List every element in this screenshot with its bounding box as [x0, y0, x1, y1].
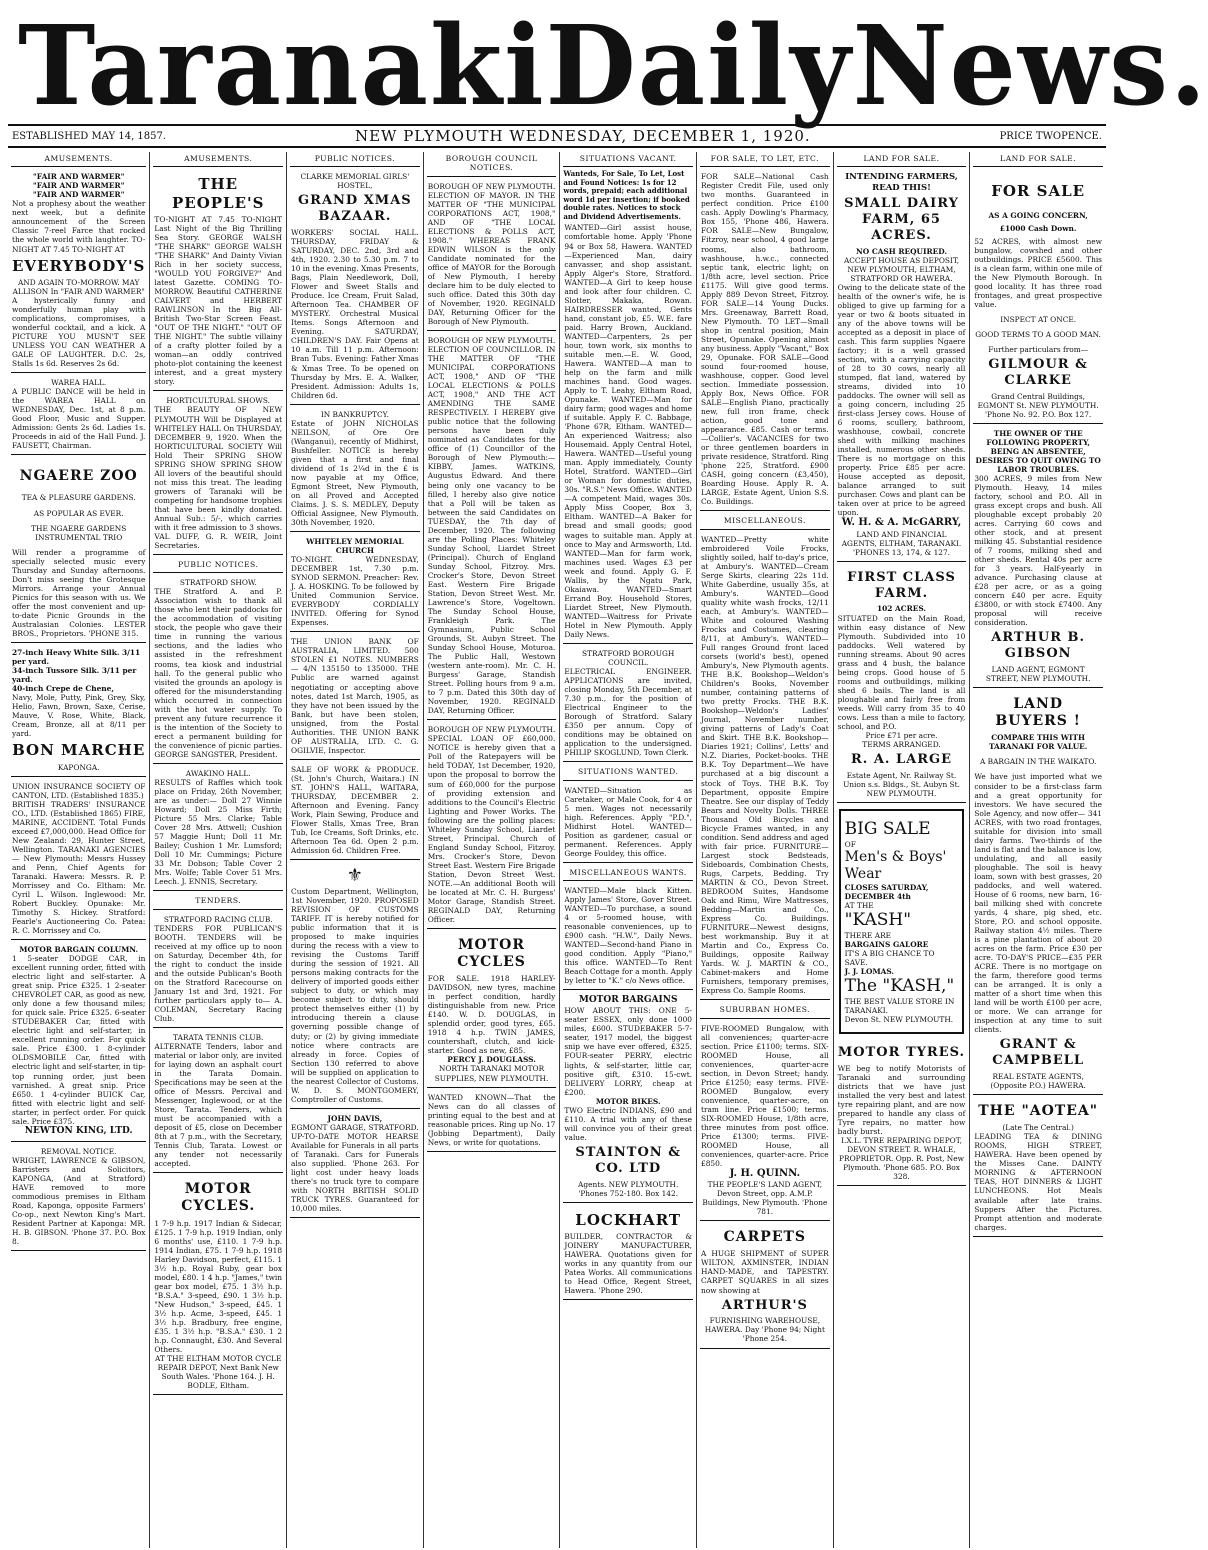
- ad-subtitle: BARGAINS GALORE: [844, 939, 929, 949]
- ad-subtitle: GOOD TERMS TO A GOOD MAN.: [975, 329, 1102, 339]
- ad-line: THE BEST VALUE STORE IN TARANAKI.: [844, 996, 955, 1015]
- ad-subtitle: REAL ESTATE AGENTS, (Opposite P.O.) HAWERA.: [990, 1072, 1086, 1091]
- ad-body: WORKERS' SOCIAL HALL. THURSDAY, FRIDAY & SATURDAY, DEC. 2nd, 3rd and 4th, 1920. 2.30 to 5.30 p.m. 7 to 10 in the evening. Xmas Presents, Bags, Plain Needlework, Doll, Flower and Sweet Stalls and Produce. Ice Cream, Fruit Salad, Afternoon Tea. CHAMBER OF MYSTERY. Orchestral Musical Items. Songs Afternoon and Evening. SATURDAY, CHILDREN'S DAY. Fair Opens at 10 a.m. Till 11 p.m. Afternoon: Bran Tubs. Evening: Father Xmas & Xmas Tree. To be opened on Thursday by Mrs. E. A. Walker, President. Admission: Adults 1s, Children 6d.: [291, 228, 419, 400]
- ad-body: Custom Department, Wellington, 1st November, 1920. PROPOSED REVISION OF CUSTOMS TARIFF. IT is hereby notified for public information that it is proposed to make inquiries during the recess with a view to revising the Customs Tariff during the session of 1921. All persons making contracts for the delivery of imported goods either subject to duty, or which may become subject to duty, should protect themselves either (1) by introducing therein a clause governing possible change of duty; or (2) by giving immediate notice where contracts are already in force. Copies of Section 130 referred to above will be supplied on application to the nearest Collector of Customs. W. D. S. MONTGOMERY, Comptroller of Customs.: [291, 887, 419, 1104]
- ad-body: TWO Electric INDIANS, £90 and £110. A trial with any of these will convince you of their great value.: [564, 1105, 693, 1142]
- section-heading: PUBLIC NOTICES.: [290, 152, 420, 167]
- ad-body: SITUATED on the Main Road, within easy distance of New Plymouth. Subdivided into 10 paddocks. Well watered by running streams. About 90 acres grass and 4 bush, the balance being crops. Good house of 5 rooms and outbuildings, milking shed 6 bails. The land is all ploughable and fairly free from weeds. Will carry from 35 to 40 cows. Less than a mile to factory, school, and P.O.: [837, 613, 966, 731]
- section-heading: PUBLIC NOTICES.: [153, 558, 283, 573]
- ad-heading: AWAKINO HALL.: [185, 768, 251, 778]
- ad-title: MOTOR CYCLES.: [181, 1181, 256, 1215]
- ad-title: LAND BUYERS !: [995, 696, 1081, 730]
- section-heading: FOR SALE, TO LET, ETC.: [700, 152, 830, 167]
- motor-bargain-ad: [11, 943, 146, 1142]
- motor-cycles-ad: [427, 932, 557, 1088]
- ad-body: We have just imported what we consider to be a first-class farm and a great opportunity for investors. We have secured the Sole Agency, and now offer— 341 ACRES, with two road frontages, suitable for division into small dairy farms. Two-thirds of the land is flat and the balance is low, undulating, and all easily ploughable. The soil is heavy loam, sown with best grasses, 20 paddocks, and well watered. House of 6 rooms, new barn, 16-bail milking shed with concrete yards, 4 share, pig shed, etc. Store, P.O. and school opposite. Railway station 4½ miles. There is a pine plantation of about 20 acres on the farm. Price £30 per acre. TO-DAY'S PRICE—£35 PER ACRE. There is no mortgage on the farm, therefore good terms can be arranged. It is only a matter of a short time when this land will be worth £100 per acre, or more. We can arrange for inspection at any time to suit clients.: [974, 772, 1102, 1035]
- section-heading: AMUSEMENTS.: [11, 152, 146, 167]
- lockhart-ad: [563, 1206, 693, 1301]
- awakino-hall-ad: [153, 767, 283, 891]
- ad-signature: ARTHUR'S: [721, 1297, 808, 1313]
- wanted-known-ad: [427, 1091, 557, 1152]
- bazaar-ad: [290, 170, 420, 404]
- absentee-property-ad: [973, 427, 1103, 688]
- ad-body: BRITISH TRADERS' INSURANCE CO., LTD. (Established 1865) FIRE, MARINE, ACCIDENT. Total Funds exceed £7,000,000. Head Office for New Zealand: 29, Hunter Street, Wellington. TARANAKI AGENCIES— New Plymouth: Messrs Hussey and Penn, Chief Agents for Taranaki. Hawera: Messrs. R. P. Morrissey and Co. Eltham: Mr. Cyril L. Wilson. Inglewood: Mr. Robert Buckley. Opunake: Mr. Timothy S. Hickey. Stratford: Fearle's Auctioneering Co. Patea: R. C. Morrissey and Co.: [12, 799, 146, 936]
- ad-body: ELECTRICAL ENGINEER. APPLICATIONS are invited, closing Monday, 5th December, at 7.30 p.m., for the position of Electrical Engineer to the Borough of Stratford. Salary £350 per annum. Copy of conditions may be obtained on application to the undersigned. PHILIP SKOGLUND, Town Clerk.: [564, 666, 693, 758]
- section-heading: AMUSEMENTS.: [153, 152, 283, 167]
- tennis-club-ad: [153, 1031, 283, 1173]
- column-7: [834, 152, 971, 1548]
- ad-body: A hysterically funny and wonderfully human play with complications, compromises, a wonderful cocktail, and a kick. A PICTURE YOU MUSN'T SEE UNLESS YOU CAN WEATHER A GALE OF LAUGHTER. D.C. 2s, Stalls 1s 6d. Reserves 2s 6d.: [12, 295, 146, 369]
- section-heading: TENDERS.: [153, 894, 283, 909]
- customs-ad: [290, 863, 420, 1109]
- ad-body: RESULTS of Raffles which took place on Friday, 26th November, are as under:— Doll 27 Winnie Howard; Doll 25 Miss Firth; Picture 55 Mrs. Clarke; Table Cover 28 Mrs. Attwell; Cushion 57 Maggie Hunt; Doll 11 Mr. Bailey; Cushion 1 Mr. Lumsford; Doll 10 Mr. Cummings; Picture 33 Mr. Dobson; Table Cover 2 Mrs. Wolfe; Table Cover 51 Mrs. Leech. J. ENNIS, Secretary.: [154, 777, 283, 887]
- ad-body: TO-NIGHT AT 7.45 TO-NIGHT Last Night of the Big Thrilling Sea Story. GEORGE WALSH "THE SHARK" GEORGE WALSH "THE SHARK" And Dainty Vivian Rich in her society success, "WOULD YOU FORGIVE?" And latest Gazette. COMING TO-MORROW. Beautiful CATHERINE CALVERT and HERBERT RAWLINSON In the Big All-British Two-Star Screen Feast. "OUT OF THE NIGHT." "OUT OF THE NIGHT." The subtle villainy of a crafty plotter foiled by a woman—an oddly contrived photo-plot containing the keenest interest, and a great mystery story.: [154, 214, 283, 387]
- column-4: [424, 152, 561, 1548]
- ad-body: TENDERS FOR PUBLICAN'S BOOTH. TENDERS will be received at my office up to noon on Saturday, December 4th, for the right to conduct the inside and the outside Publican's Booth on the Stratford Racecourse on January 1st and 3rd, 1921. For further particulars apply to— A. COLEMAN, Secretary Racing Club.: [154, 923, 283, 1023]
- ad-subtitle: TEA & PLEASURE GARDENS.: [21, 493, 136, 503]
- ad-title: NGAERE ZOO: [19, 468, 138, 485]
- section-heading: SUBURBAN HOMES.: [700, 1003, 830, 1018]
- ad-line: AT THE: [844, 900, 874, 910]
- ad-heading: STRATFORD BOROUGH COUNCIL.: [582, 648, 675, 667]
- motor-tyres-ad: [837, 1040, 967, 1186]
- ad-body: HOW ABOUT THIS: ONE 5-seater ESSEX, only done 1000 miles, £600. STUDEBAKER 5-7-seater, 1917 model, the biggest snip we have ever offered, £325. FOUR-seater PERRY, electric lights, & self-starter, little car, positive gift, £310. 15-cwt. DELIVERY LORRY, cheap at £200.: [564, 1006, 693, 1097]
- ad-heading: WHITELEY MEMORIAL CHURCH: [306, 537, 404, 556]
- section-heading: SITUATIONS WANTED.: [563, 765, 693, 780]
- miscellaneous-wants-list: [563, 884, 693, 990]
- section-heading: SITUATIONS VACANT.: [563, 152, 693, 167]
- ad-title: BON MARCHE: [12, 741, 146, 760]
- ad-title: MOTOR CYCLES: [457, 937, 526, 971]
- ad-heading: INTENDING FARMERS, READ THIS!: [845, 172, 958, 193]
- ad-line: 27-inch Heavy White Silk. 3/11 per yard.: [12, 647, 141, 666]
- section-heading: BOROUGH COUNCIL NOTICES.: [427, 152, 557, 177]
- ad-body: 1 7-9 h.p. 1917 Indian & Sidecar, £125. 1 7-9 h.p. 1919 Indian, only 6 months' use, £110. 1 7-9 h.p. 1914 Indian, £75. 1 7-9 h.p. 1918 Harley Davidson, perfect, £115. 1 3½ h.p. Royal Ruby, gear box model, £80. 1 4 h.p. "James," twin gear box model, £75. 1 3½ h.p. "B.S.A." 3-speed, £90. 1 3½ h.p. "New Hudson," 3-speed, £45. 1 3½ h.p. Acme, 3-speed, £45. 1 3½ h.p. Bradbury, free engine, £35. 1 3½ h.p. "B.S.A." £30. 1 2 h.p. Connaught, £30. And Several Others.: [154, 1218, 283, 1354]
- ad-body: WE beg to notify Motorists of Taranaki and surrounding districts that we have just installed the very best and latest tyre repairing plant, and are now prepared to handle any class of Tyre repairs, no matter how badly burst.: [837, 1063, 966, 1136]
- ad-title: MOTOR TYRES.: [837, 1044, 966, 1060]
- ad-subtitle: ACCEPT HOUSE AS DEPOSIT, NEW PLYMOUTH, ELTHAM, STRATFORD OR HAWERA.: [843, 255, 960, 283]
- ad-signature: J. H. QUINN.: [729, 1168, 801, 1179]
- removal-notice-ad: [11, 1145, 146, 1251]
- ad-signature: R. A. LARGE: [850, 751, 953, 767]
- ad-title: GRAND XMAS BAZAAR.: [298, 193, 412, 225]
- masthead-title-right: News.: [852, 0, 1208, 131]
- ad-heading: MOTOR BARGAINS: [578, 995, 678, 1006]
- ad-body: Estate of JOHN NICHOLAS NEILSON, of Ore Ore (Wanganui), recently of Midhirst, Bushfeller. NOTICE is hereby given that a first and final dividend of 1s 2¼d in the £ is now payable at my Office, Egmont Street, New Plymouth, on all Proved and Accepted Claims. J. S. S. MEDLEY, Deputy Official Assignee, New Plymouth. 30th November, 1920.: [291, 418, 419, 527]
- electrical-engineer-ad: [563, 647, 693, 762]
- column-2: [150, 152, 287, 1548]
- ad-body: SALE OF WORK & PRODUCE. (St. John's Church, Waitara.) IN ST. JOHN'S HALL, WAITARA, THURSDAY, DECEMBER 2. Afternoon and Evening. Fancy Work, Plain Sewing, Produce and Flower Stalls, Xmas Tree, Bran Tub, Ice Creams, Soft Drinks, etc. Afternoon Tea 6d. Open 2 p.m. Admission 6d. Children Free.: [291, 764, 419, 856]
- ad-subtitle: CLOSES SATURDAY, DECEMBER 4th: [844, 882, 929, 901]
- section-heading: LAND FOR SALE.: [837, 152, 967, 167]
- column-6: [697, 152, 834, 1548]
- ad-subtitle: NO CASH REQUIRED.: [856, 246, 947, 256]
- ad-subtitle: (Late The Central.): [1002, 1123, 1074, 1133]
- ngaere-zoo-ad: [11, 458, 146, 643]
- going-concern-ad: [973, 170, 1103, 424]
- ad-subtitle: £1000 Cash Down.: [999, 223, 1077, 233]
- ad-body: Owing to the delicate state of the health of the owner's wife, he is obliged to give up farming for a year or two & boots situated in any of the above towns will be accepted as a deposit in place of cash. This farm supplies Ngaere factory; it is a well grassed section, with a carrying capacity of 28 to 30 cows, nearly all stumped, flat land, watered by streams, divided into 10 paddocks. The owner will sell as a going concern, including 25 first-class Jersey cows. House of 6 rooms, scullery, bathroom, washhouse, cowbail, concrete shed with milking machines installed, numerous other sheds. There is no mortgage on this property. Price £85 per acre. House accepted as deposit, balance arranged to suit purchaser. Cows and plant can be taken over at price to be agreed upon.: [837, 282, 966, 518]
- ad-body: FOR SALE—National Cash Register Credit File, used only two months. Guaranteed in perfect condition. Price £100 cash. Apply Dowling's Pharmacy, Box 155, 'Phone 486, Hawera. FOR SALE—New Bungalow, Fitzroy, near school, 4 good large rooms, also bathroom, washhouse, h.w.c., connected septic tank, electric light; on 1/8th acre, level section. Price £1175. Will give good terms. Apply 889 Devon Street, Fitzroy. FOR SALE—14 Young Ducks. Mrs. Greenaway, Barrett Road, New Plymouth. TO LET—Small shop in central position, Main Street, Opunake. Opening almost any business. Apply "Vacant," Box 29, Opunake. FOR SALE—Good sound four-roomed house, washhouse, copper. Good level section. Immediate possession. Apply Box, News Office. FOR SALE—English Piano, practically new, full iron frame, check action, good tone and appearance. £85. Cash or terms.—Collier's. VACANCIES for two or three gentlemen boarders in private residence, Stratford. Ring 'phone 225, Stratford. £900 CASH, going concern (£3,450), Boarding House. Apply R. A. LARGE, Estate Agent, Union S.S. Co. Buildings.: [701, 172, 829, 507]
- ad-heading: CLARKE MEMORIAL GIRLS' HOSTEL,: [300, 172, 410, 191]
- ad-heading: MOTOR BIKES.: [595, 1096, 661, 1106]
- ad-title: BIG SALE: [844, 818, 931, 839]
- ad-signature: NEWTON KING, LTD.: [24, 1125, 133, 1136]
- ad-body: UNION INSURANCE SOCIETY OF CANTON, LTD. (Established 1835.): [12, 781, 146, 800]
- ad-signature: GILMOUR & CLARKE: [988, 356, 1088, 388]
- insurance-ad: [11, 780, 146, 941]
- section-heading: LAND FOR SALE.: [973, 152, 1103, 167]
- ad-body: WANTED KNOWN—That the News can do all classes of printing equal to the best and at reasonable prices. Ring up No. 17 (Jobbing Department), Daily News, or write for quotations.: [427, 1092, 556, 1147]
- ad-title: LOCKHART: [575, 1210, 682, 1229]
- ad-subtitle: AND AGAIN TO-MORROW. MAY ALLISON In "FAIR AND WARMER": [12, 277, 145, 296]
- ad-body: 300 ACRES, 9 miles from New Plymouth. Heavy, 14 miles factory, school and P.O. All in grass except crops and bush. All ploughable except probably 20 acres. Carrying 60 cows and other stock, and at present milking 45. Substantial residence of 7 rooms, milking shed and other sheds. Rental 40s per acre for 3 years. Half-yearly in advance. Purchasing clause at £28 per acre, or as a going concern £40 per acre. Equity £3800, or with stock £7400. Any proposal will receive consideration.: [974, 473, 1102, 628]
- ad-subtitle: INSPECT AT ONCE.: [1000, 314, 1077, 324]
- peoples-theatre-ad: [153, 170, 283, 391]
- special-loan-notice: [427, 723, 557, 929]
- ad-line: IT'S A BIG CHANCE TO SAVE.: [844, 948, 935, 967]
- ad-signature: J. J. LOMAS.: [844, 966, 895, 976]
- ad-title: The "KASH,": [844, 975, 955, 996]
- ad-subtitle: FURNISHING WAREHOUSE, HAWERA. Day 'Phone 94; Night 'Phone 254.: [704, 1316, 825, 1344]
- ad-signature: GRANT & CAMPBELL: [992, 1037, 1085, 1069]
- suburban-homes-list: [700, 1022, 830, 1222]
- ad-heading: WAREA HALL.: [51, 378, 107, 388]
- bankruptcy-ad: [290, 408, 420, 532]
- ad-body: Will render a programme of specially selected music every Thursday and Sunday afternoons. Don't miss seeing the Grotesque Mirrors. Arrange your Annual Picnics for this season with us. We offer the most convenient and up-to-date Picnic Grounds in the Australasian Colonies. LESTER BROS., Proprietors. 'PHONE 315.: [12, 547, 146, 638]
- issue-date: NEW PLYMOUTH WEDNESDAY, DECEMBER 1, 1920.: [354, 127, 811, 145]
- ad-subtitle: LAND AGENT, EGMONT STREET, NEW PLYMOUTH.: [985, 665, 1091, 684]
- ad-body: Not a prophesy about the weather next week, but a definite announcement of the Screen Classic 7-reel Farce that rocked the whole world with laughter. TO-NIGHT AT 7.45 TO-NIGHT AT: [12, 199, 146, 254]
- ad-heading: STRATFORD RACING CLUB.: [163, 914, 273, 924]
- ad-signature: W. H. & A. McGARRY,: [841, 517, 962, 529]
- column-1: [8, 152, 150, 1548]
- horticultural-show-ad: [153, 394, 283, 555]
- ad-title: "KASH": [844, 909, 912, 930]
- ad-heading: TARATA TENNIS CLUB.: [173, 1032, 264, 1042]
- stratford-show-ad: [153, 576, 283, 764]
- ad-body: WANTED—Male black Kitten. Apply James' Store, Gover Street. WANTED—To purchase, a sound 4 or 5-roomed house, with reasonable conveniences, up to £900 cash. "H.W.", Daily News. WANTED—Second-hand Piano in good condition. Apply "Piano," this office. WANTED—To Rent Beach Cottage for a month. Apply by letter to "K." c/o News office.: [564, 886, 693, 986]
- ad-title: Men's & Boys' Wear: [844, 848, 947, 882]
- ad-body: TO-NIGHT. WEDNESDAY, DECEMBER 1st, 7.30 p.m. SYNOD SERMON. Preacher: Rev. J. A. HOSKING. To be followed by United Communion Service. EVERYBODY CORDIALLY INVITED. Offering for Synod Expenses.: [291, 555, 419, 628]
- ad-line: Further particulars from—: [988, 344, 1089, 354]
- price: PRICE TWOPENCE.: [999, 130, 1102, 142]
- established: ESTABLISHED MAY 14, 1857.: [12, 130, 167, 142]
- ad-line: 34-inch Tussore Silk. 3/11 per yard.: [12, 665, 137, 684]
- ad-line: Devon St. NEW PLYMOUTH.: [844, 1014, 954, 1024]
- ad-title: FIRST CLASS FARM.: [847, 569, 956, 601]
- motor-cycles-ad: [153, 1176, 283, 1395]
- masthead-title-mid: Daily: [545, 0, 853, 131]
- ad-body: THE UNION BANK OF AUSTRALIA, LIMITED. 500 STOLEN £1 NOTES. NUMBERS— 4/N 135150 to 135000. THE Public are warned against negotiating or accepting above notes, dated 1st March, 1905, as they have not been issued by the Bank, but have been stolen, unsigned, from the Postal Authorities. THE UNION BANK OF AUSTRALIA, LTD. C. G. OGILVIE, Inspector.: [291, 637, 419, 755]
- masthead-title-left: Taranaki: [18, 0, 546, 131]
- ad-heading: REMOVAL NOTICE.: [40, 1146, 117, 1156]
- ad-signature: STAINTON & CO. LTD: [575, 1144, 681, 1176]
- columns: [8, 152, 1106, 1548]
- ad-heading: JOHN DAVIS,: [327, 1113, 383, 1123]
- bon-marche-ad: [11, 646, 146, 777]
- ad-signature: I.X.L. TYRE REPAIRING DEPOT, DEVON STREET. R. WHALE, PROPRIETOR. Opp. R. Post, New Plymouth. 'Phone 685. P.O. Box 328.: [839, 1135, 964, 1181]
- ad-body: THE BEAUTY OF NEW PLYMOUTH Will be Displayed at WHITELEY HALL On THURSDAY, DECEMBER 9, 1920. When the HORTICULTURAL SOCIETY Will Hold Their SPRING SHOW SPRING SHOW SPRING SHOW All lovers of the beautiful should not miss this treat. The leading growers of Taranaki will be competing for handsome trophies that have been kindly donated. Annual Sub.: 5/-, which carries with it free admission to 3 shows. VAL DUFF, G. R. WEIR, Joint Secretaries.: [154, 405, 283, 550]
- situations-wanted-list: [563, 784, 693, 863]
- ad-body: A HUGE SHIPMENT of SUPER WILTON, AXMINSTER, INDIAN HAND-MADE, and TAPESTRY. CARPET SQUARES in all sizes now showing at: [701, 1249, 829, 1295]
- ad-heading: HORTICULTURAL SHOWS.: [166, 396, 271, 406]
- venue-name: EVERYBODY'S: [12, 256, 146, 275]
- ad-body: FIVE-ROOMED Bungalow, with all conveniences; quarter-acre section. Price £1100; terms. SIX-ROOMED House, all conveniences, quarter-acre section, in Devon Street; handy. Price £1250; easy terms. FIVE-ROOMED Bungalow, every convenience, quarter-acre, on tram line. Price £1500; terms. SIX-ROOMED House, 1/8th acre, three minutes from post office. Price £1300; terms. FIVE-ROOMED House, all conveniences, quarter-acre. Price £850.: [701, 1023, 829, 1168]
- ad-body: BOROUGH OF NEW PLYMOUTH. ELECTION OF COUNCILLOR. IN THE MATTER OF "THE MUNICIPAL CORPORATIONS ACT, 1908," AND OF "THE LOCAL ELECTIONS & POLLS ACT, 1908," AND THE ACT AMENDING THE SAME RESPECTIVELY. I HEREBY give public notice that the following persons have been duly nominated as Candidates for the office of (1) Councillor of the Borough of New Plymouth:— KIBBY, James. WATKINS, Augustus Edward. And there being only one vacancy to be filled, I hereby also give notice that a Poll will be taken as between the said Candidates on TUESDAY, the 7th day of December, 1920. The following are the Polling Places: Whiteley Sunday School, Liardet Street (Principal). Church of England Sunday School, Fitzroy. Mrs. Crocker's Store, Devon Street East. Western Fire Brigade Station, Devon Street West. Mr. Lawrence's Store, Vogeltown. The Sunday School House, Frankleigh Park. The Gymnasium, Public School Grounds, St. Aubyn Street. The Sunday School House, Moturoa. The Public Hall, Westown (western ante-room). Mr. C. H. Burgess' Garage, Standish Street. Polling hours from 9 a.m. to 7 p.m. Dated this 30th day of November, 1920. REGINALD DAY, Returning Officer.: [427, 336, 556, 716]
- ad-subtitle: THE NGAERE GARDENS INSTRUMENTAL TRIO: [31, 523, 127, 542]
- ad-heading: THE OWNER OF THE FOLLOWING PROPERTY, BEING AN ABSENTEE, DESIRES TO QUIT OWING TO LABOR TROUBLES.: [975, 428, 1101, 474]
- ad-signature: PERCY J. DOUGLASS.: [447, 1055, 536, 1065]
- ad-body: BUILDER, CONTRACTOR & JOINERY MANUFACTURER, HAWERA. Quotations given for works in any quantity from our Patea Works. All communications to Head Office, Regent Street, Hawera. 'Phone 290.: [564, 1231, 693, 1296]
- ad-subtitle: THE PEOPLE'S LAND AGENT, Devon Street, opp. A.M.P. Buildings, New Plymouth. 'Phone 781.: [702, 1180, 828, 1217]
- waikato-bargain-ad: [973, 691, 1103, 1095]
- ad-title: CARPETS: [723, 1229, 807, 1246]
- ad-subtitle: NORTH TARANAKI MOTOR SUPPLIES, NEW PLYMOUTH.: [434, 1064, 549, 1083]
- ad-body: WANTED—Situation as Caretaker, or Male Cook, for 4 or 5 men. Wages not necessarily high. References. Apply "P.D.", Midhirst Hotel. WANTED—Position as gardener, casual or permanent. References. Apply George Fouldey, this office.: [564, 785, 693, 858]
- miscellaneous-list: [700, 533, 830, 1001]
- ad-subtitle: Agents. NEW PLYMOUTH. 'Phones 752-180. Box 142.: [578, 1179, 679, 1198]
- ad-subtitle: 102 ACRES.: [876, 604, 927, 614]
- motor-bargains-ad: [563, 993, 693, 1202]
- ad-body: FOR SALE. 1918 HARLEY-DAVIDSON, new tyres, machine in perfect condition, hardly distinguishable from new. Price £140. W. D. DOUGLAS, in splendid order, good tyres, £65. 1918 4 h.p. TWIN JAMES, countershaft, clutch, and kick-starter. Good as new, £85.: [427, 974, 556, 1056]
- ad-body: WRIGHT, LAWRENCE & GIBSON, Barristers and Solicitors, KAPONGA, (And at Stratford) HAVE removed to more commodious premises in Eltham Road, Kaponga, opposite Farmers' Co-op., next Newton King's Mart. Resident Partner at Kaponga: MR. H. B. GIBSON. 'Phone 37. P.O. Box 8.: [12, 1155, 146, 1246]
- dairy-farm-ad: [837, 170, 967, 562]
- section-heading: MISCELLANEOUS WANTS.: [563, 866, 693, 881]
- ad-title: FOR SALE: [991, 182, 1086, 201]
- column-5: [560, 152, 697, 1548]
- ad-body: EGMONT GARAGE, STRATFORD. UP-TO-DATE MOTOR HEARSE Available for Funerals in all parts of Taranaki. Cars for Funerals also supplied. 'Phone 263. For light cost under heavy loads there's no truck tyre to compare with NORTH BRITISH SOLID TRUCK TYRES. Guaranteed for 10,000 miles.: [291, 1122, 419, 1214]
- davis-garage-ad: [290, 1112, 420, 1218]
- ad-line: 40-inch Crepe de Chene,: [12, 684, 114, 694]
- ad-subtitle: LAND AND FINANCIAL AGENTS, ELTHAM, TARANAKI. 'PHONES 13, 174, & 127.: [841, 529, 962, 557]
- ad-subtitle: TERMS ARRANGED.: [862, 739, 941, 749]
- big-sale-ad: [839, 809, 965, 1034]
- column-8: [970, 152, 1106, 1548]
- for-sale-list: [700, 170, 830, 511]
- ad-body: 1 5-seater DODGE CAR, in excellent running order, fitted with electric light and self-starter. A great snip. Price £325. 1 2-seater CHEVROLET CAR, as good as new, only done a few thousand miles; for quick sale. Price £325. 6-seater STUDEBAKER Car, fitted with electric light and self-starter, in excellent running order. For quick sale. Price £300. 1 8-cylinder OLDSMOBILE Car, fitted with electric light and self-starter, in tip-top running order, just been varnished. A great snip. Price £650. 1 4-cylinder BUICK Car, fitted with electric light and self-starter, in perfect order. For quick sale. Price £375.: [12, 954, 146, 1126]
- ad-subtitle: AS A GOING CONCERN,: [988, 210, 1088, 220]
- ad-body: THE Stratford A. and P. Association wish to thank all those who lent their paddocks for the accommodation of visiting stock, the people who gave their time in running the various sections, and the ladies who assisted in the refreshment rooms, tea kiosk and industrial hall. To the general public who visited the grounds an apology is offered for the misunderstanding which occurred in connection with the hot water supply. To prevent any future recurrence it is the intention of the Society to erect a permanent building for the convenience of picnic parties. GEORGE SANGSTER, President.: [154, 587, 283, 759]
- crest-icon: ⚜: [346, 865, 363, 887]
- masthead: [8, 0, 1208, 131]
- ad-price: Price £71 per acre.: [865, 730, 938, 740]
- ad-body: 52 ACRES, with almost new bungalow, cowshed and other outbuildings. PRICE £5600. This is a clean farm, within one mile of the New Plymouth Borough. In good locality. It has three road frontages, and great prospective value.: [974, 236, 1102, 309]
- ad-heading: MOTOR BARGAIN COLUMN.: [19, 945, 139, 955]
- sale-of-work-ad: [290, 763, 420, 860]
- ad-line: OF: [844, 839, 856, 849]
- mayor-election-notice: [427, 180, 557, 332]
- ad-body: BOROUGH OF NEW PLYMOUTH. SPECIAL LOAN OF £60,000. NOTICE is hereby given that a Poll of the Ratepayers will be held TODAY, 1st December, 1920, upon the proposal to borrow the sum of £60,000 for the purpose of providing extension and additions to the Council's Electric Lighting and Power Works. The following are the polling places: Whiteley Sunday School, Liardet Street, Principal. Church of England Sunday School, Fitzroy. Mrs. Crocker's Store, Devon Street East. Western Fire Brigade Station, Devon Street West. NOTE.—An additional Booth will be located at Mr. C. H. Burgess' Motor Garage, Standish Street. REGINALD DAY, Returning Officer.: [427, 725, 556, 924]
- first-class-farm-ad: [837, 565, 967, 803]
- ad-subtitle: COMPARE THIS WITH TARANAKI FOR VALUE.: [988, 733, 1088, 752]
- section-heading: MISCELLANEOUS.: [700, 514, 830, 529]
- classified-rates: Wanteds, For Sale, To Let, Lost and Found Notices: 1s for 12 words, prepaid; each additional word 1d per insertion; if booked double rates. Notices to stock and Dividend Advertisements.: [563, 169, 690, 221]
- ad-body: A PUBLIC DANCE will be held in the WAREA HALL on WEDNESDAY, Dec. 1st, at 8 p.m. Good Floor, Music and Supper. Admission: Gents 2s 6d. Ladies 1s. Proceeds in aid of the Hall Fund. J. FAUSETT, Chairman.: [12, 387, 146, 451]
- ad-subtitle: KAPONGA.: [57, 762, 100, 772]
- ad-body: LEADING TEA & DINING ROOMS, HIGH STREET, HAWERA. Have been opened by the Misses Cane. DAINTY MORNING & AFTERNOON TEAS, HOT DINNERS & LIGHT LUNCHEONS. Hot Meals available after late trains. Suppers After the Pictures. Prompt attention and moderate charges.: [974, 1132, 1102, 1232]
- ad-title: THE PEOPLE'S: [171, 175, 265, 212]
- ad-subtitle: AS POPULAR AS EVER.: [33, 508, 124, 518]
- ad-body: ALTERNATE Tenders, labor and material or labor only, are invited for laying down an asphalt court in the Tarata Domain. Specifications may be seen at the office of Messrs. Percival and Messenger, Inglewood, or at the Store, Tarata. Tenders, which must be accompanied with a deposit of £5, close on December 8th at 7 p.m., with the Secretary, Tennis Club, Tarata. Lowest or any tender not necessarily accepted.: [154, 1041, 283, 1169]
- ad-title: THE "AOTEA": [978, 1103, 1099, 1120]
- ad-subtitle: A BARGAIN IN THE WAIKATO.: [979, 757, 1097, 767]
- ad-heading: STRATFORD SHOW.: [179, 578, 257, 588]
- aotea-tea-rooms-ad: [973, 1098, 1103, 1236]
- ad-signature: ARTHUR B. GIBSON: [991, 630, 1086, 662]
- ad-signature: AT THE ELTHAM MOTOR CYCLE REPAIR DEPOT, Next Bank New South Wales. 'Phone 164. J. H. BODLE, Eltham.: [154, 1353, 282, 1391]
- ad-body: WANTED—Pretty white embroidered Voile Frocks, slightly soiled, half to-day's price, at Ambury's. WANTED—Cream Serge Skirts, clearing 22s 11d. White Gaberdine, usually 35s, at Ambury's. WANTED—Good quality white wash frocks, 12/11 each, at Ambury's. WANTED—White and coloured Washing Frocks and Costumes, clearing 8/11, at Ambury's. WANTED—Full ranges Ground front laced corsets (world's best), opened Ambury's, New Plymouth agents. THE B.K. Bookshop—Weldon's Children's Books, November number, containing patterns of two pretty Frocks. THE B.K. Bookshop—Weldon's Ladies' Journal, November number, giving patterns of Lady's Coat and Skirt. THE B.K. Bookshop—Diaries 1921; Collins', Letts' and N.Z. Diaries, Pocket-books. THE B.K. Toy Department—We have purchased at a big discount a stock of Toys. THE B.K. Toy Department, opposite Empire Theatre. See our display of Teddy Bears and Novelty Dolls. THREE Thousand Old Bicycles and Bicycle Frames wanted, in any condition. Send address and aged with fair price. FURNITURE—Largest stock Bedsteads, Sideboards, Combination Chests, Rugs, Carpets, Bedding. Try MARTIN & CO., Devon Street. BEDROOM Suites, Handsome Oak and Rimu, Wire Mattresses, Bedding—Martin and Co., Express Co. Buildings. FURNITURE—Newest designs, best workmanship. Buy it at Martin and Co., Express Co. Buildings, opposite Railway Yards. W. J. MARTIN & CO., Cabinet-makers and Home Furnishers, temporary premises, Express Co. Sample Rooms.: [701, 534, 829, 996]
- ad-heading: IN BANKRUPTCY.: [320, 409, 389, 419]
- fair-and-warmer-ad: [11, 170, 146, 373]
- ad-body: WANTED—Girl assist house, comfortable home. Apply 'Phone 94 or Box 58, Hawera. WANTED—Experienced Man, dairy canvasser, and shop assistant. Apply Alger's Store, Stratford. WANTED—A Girl to keep house and look after four children. C. Slotter, Makaka, Rowan. HAIRDRESSER wanted, Gents hand, constant job, £5. W.E. fare paid. Harry Brown, Auckland. WANTED—Carpenters, 2s per hour, town work, six months to suitable men.—E. W. Good, Hawera. WANTED—A man to help on the farm and milk machines hand. Good wages. Apply to T. Leahy, Eltham Road, Opunake. WANTED—Man for dairy farm; good wages and home if suitable. Apply F. C. Babbage, 'Phone 67R, Eltham. WANTED—An experienced Waitress; also Housemaid. Apply Central Hotel, Hawera. WANTED—Useful young man. Apply immediately, County Hotel, Stratford. WANTED—Girl or Woman for domestic duties, 30s. "R.S." News Office. WANTED—A competent Maid, wages 30s. Apply Miss Cooper, Box 3, Eltham. WANTED—A Baker for bread and small goods; good wages to suitable man. Apply at once to May and Armsworth, Ltd. WANTED—Man for farm work, machines used. Wages £3 per week and found. Apply G. F. Wallis, by the Ngatu Park, Okaiawa. WANTED—Smart Errand Boy. Household Stores, Liardet Street, New Plymouth. WANTED—Waitress for Private Hotel in New Plymouth. Apply Daily News.: [564, 223, 693, 639]
- ad-body: Navy, Mole, Putty, Pink, Grey, Sky, Helio, Fawn, Brown, Saxe, Cerise, Mauve, V. Rose, White, Black, Cream, Bronze, all at 8/11 per yard.: [12, 693, 146, 739]
- ad-title: SMALL DAIRY FARM, 65 ACRES.: [844, 195, 959, 243]
- union-bank-ad: [290, 635, 420, 759]
- column-3: [287, 152, 424, 1548]
- warea-hall-ad: [11, 376, 146, 455]
- ad-body: BOROUGH OF NEW PLYMOUTH. ELECTION OF MAYOR. IN THE MATTER OF "THE MUNICIPAL CORPORATIONS ACT, 1908," AND OF "THE LOCAL ELECTIONS & POLLS ACT, 1908." WHEREAS FRANK EDWIN WILSON is the only Candidate nominated for the office of MAYOR for the Borough of New Plymouth, I hereby declare him to be duly elected to such office. Dated this 30th day of November, 1920. REGINALD DAY, Returning Officer for the Borough of New Plymouth.: [427, 181, 556, 326]
- councillor-election-notice: [427, 334, 557, 720]
- ad-title: "FAIR AND WARMER" "FAIR AND WARMER" "FAIR AND WARMER": [32, 172, 125, 200]
- ad-subtitle: Estate Agent, Nr. Railway St. Union s.s. Bldgs., St. Aubyn St. NEW PLYMOUTH.: [843, 770, 960, 798]
- carpets-ad: [700, 1224, 830, 1348]
- racing-club-ad: [153, 913, 283, 1028]
- whiteley-church-ad: [290, 535, 420, 632]
- ad-subtitle: Grand Central Buildings, EGMONT St. NEW PLYMOUTH. 'Phone No. 92. P.O. Box 127.: [977, 391, 1099, 419]
- ad-line: THERE ARE: [844, 930, 892, 940]
- situations-vacant-list: [563, 221, 693, 643]
